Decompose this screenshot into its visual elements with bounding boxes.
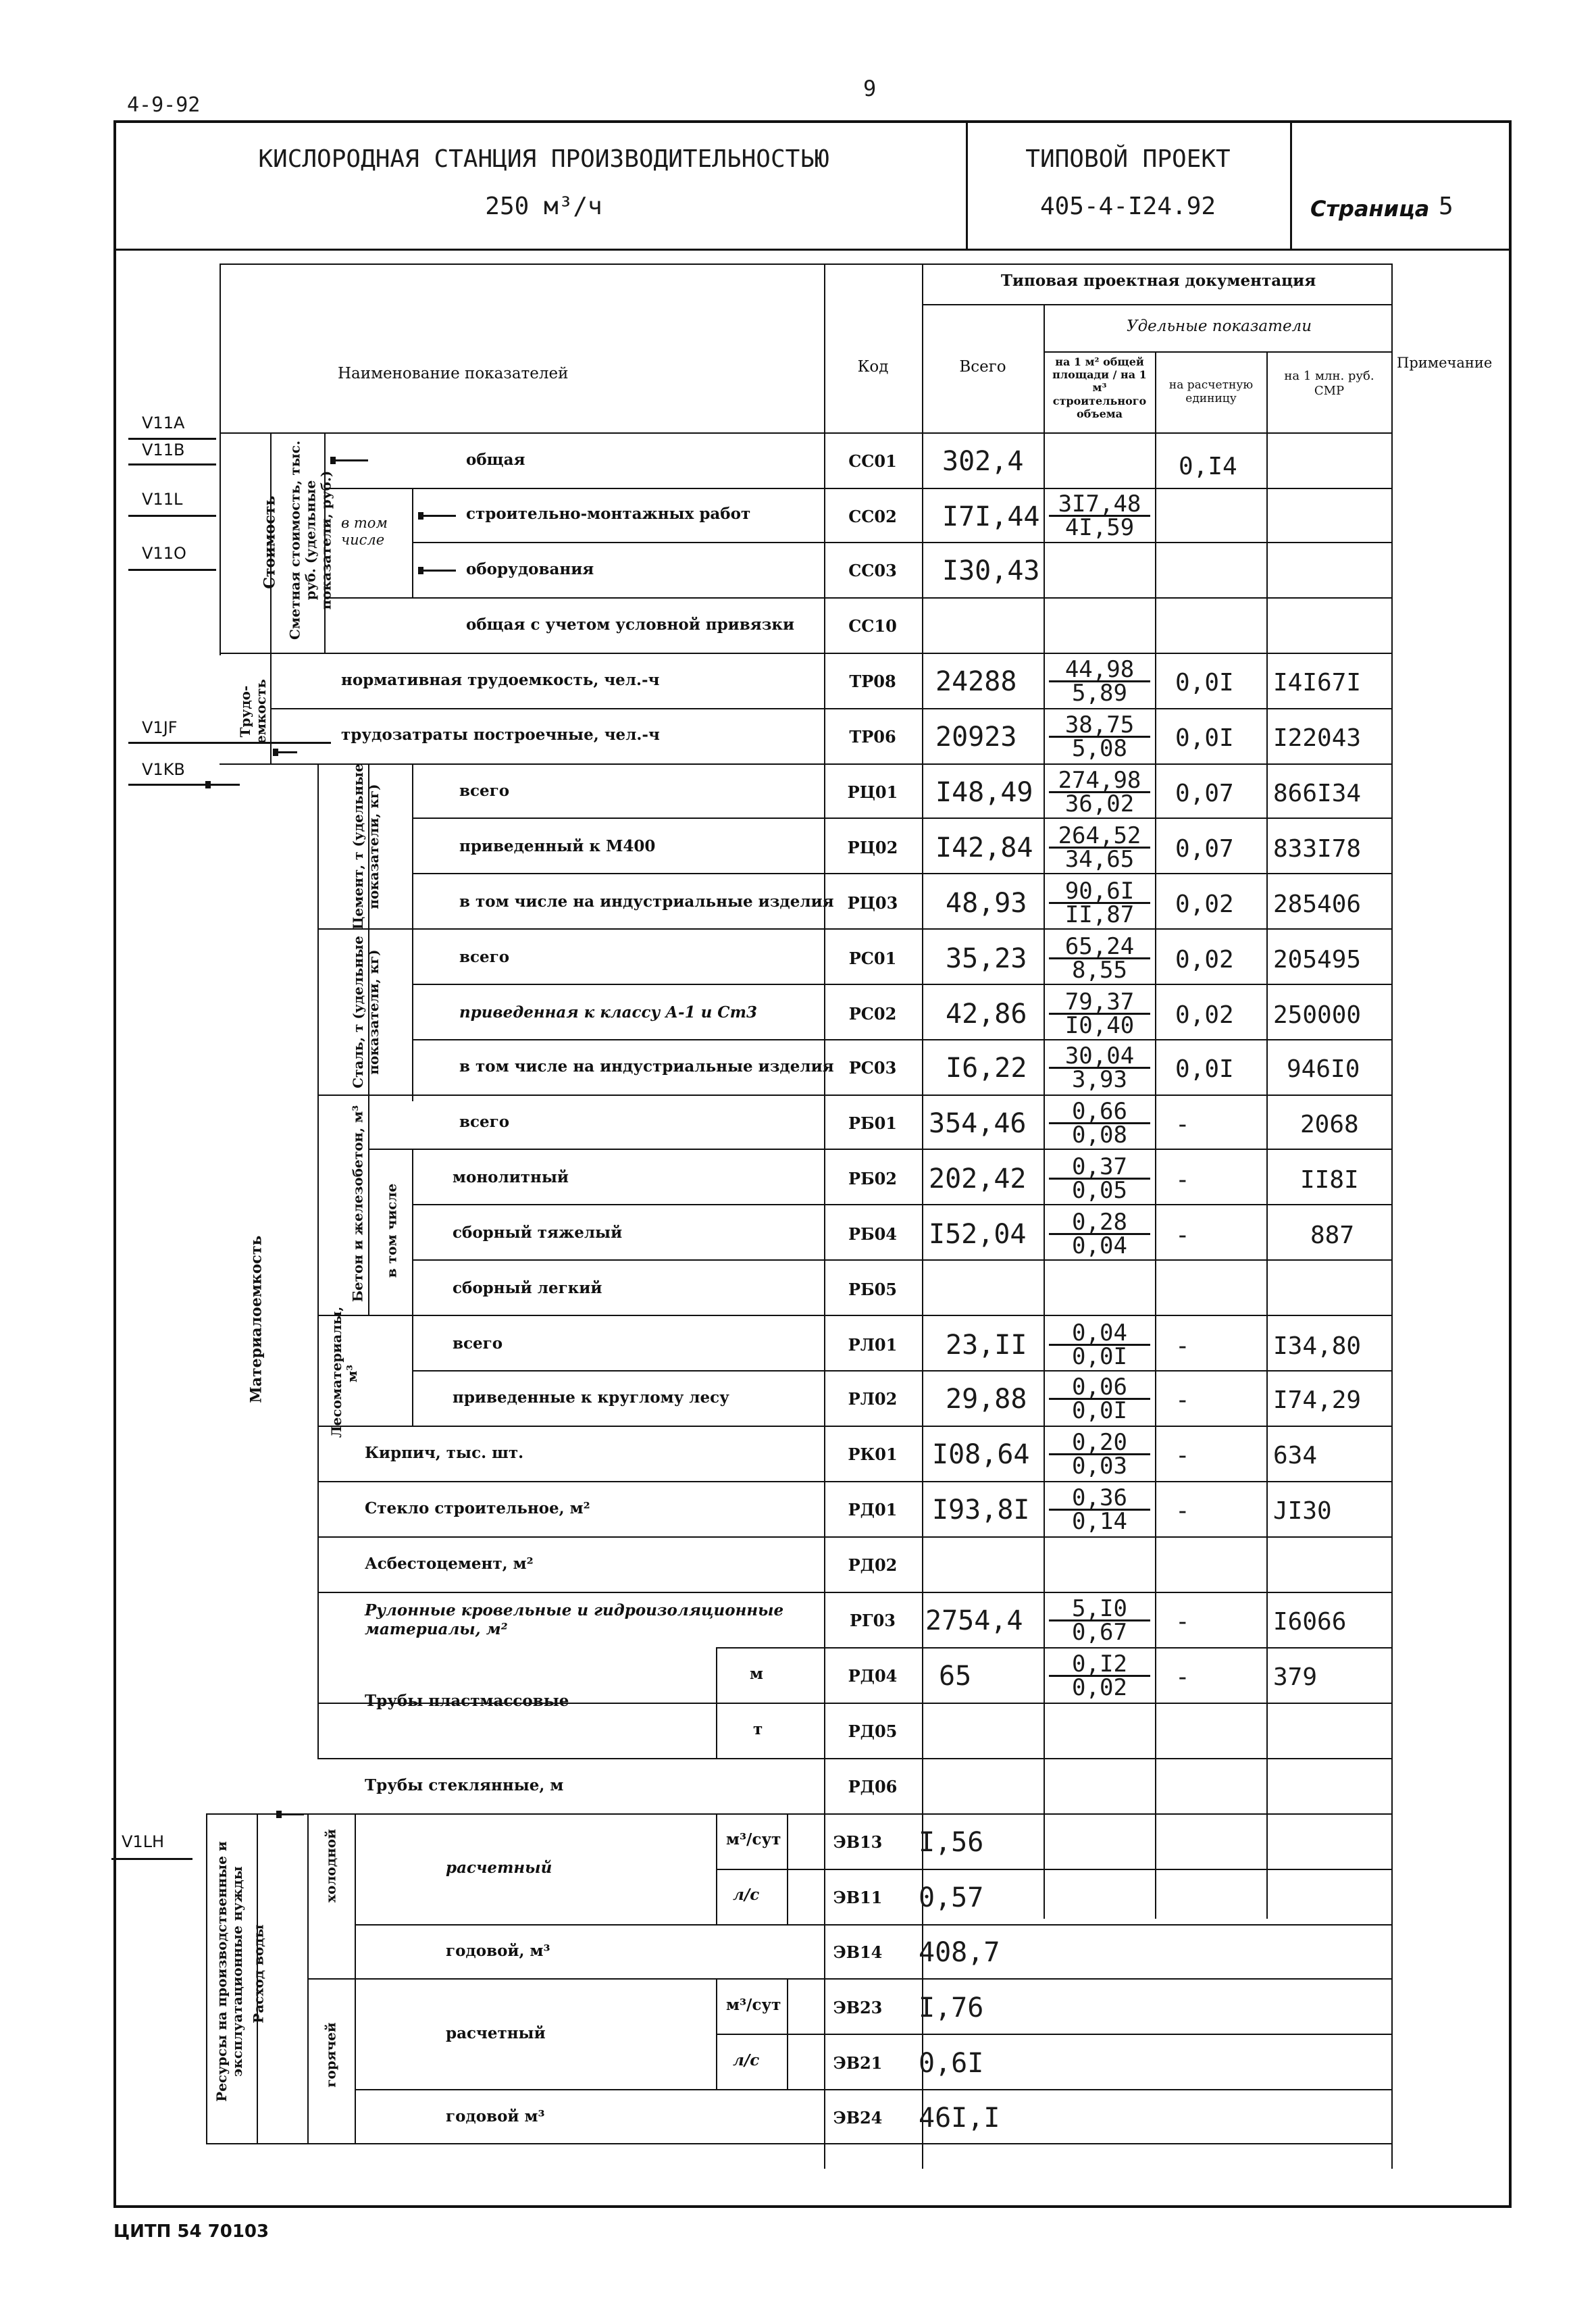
page-number: 9 (863, 76, 877, 101)
fraction-denominator: 0,14 (1049, 1509, 1150, 1532)
row-total: 20923 (935, 722, 1017, 753)
row-code: ЭВ14 (833, 1942, 883, 1962)
row-fraction (1049, 988, 1150, 1040)
fraction-denominator: 0,0I (1049, 1398, 1150, 1422)
row-code: ЭВ24 (833, 2108, 883, 2128)
row-per-unit: - (1175, 1608, 1190, 1636)
row-fraction (1049, 1153, 1150, 1205)
header-note: Примечание (1397, 355, 1493, 371)
row-code: РС02 (848, 1004, 897, 1024)
fraction-denominator: 36,02 (1049, 791, 1150, 815)
fraction-numerator: 5,I0 (1072, 1595, 1127, 1622)
row-label: л/с (733, 2051, 760, 2069)
row-label: всего (459, 1113, 510, 1131)
row-label: сборный тяжелый (453, 1224, 623, 1242)
row-per-mln: 634 (1273, 1442, 1318, 1469)
row-total: 354,46 (929, 1108, 1027, 1139)
row-fraction (1049, 1319, 1150, 1371)
row-per-unit: 0,0I (1175, 669, 1234, 697)
row-per-mln: 833I78 (1273, 835, 1362, 863)
row-code: РД02 (848, 1555, 898, 1575)
row-total: 46I,I (919, 2103, 1000, 2134)
fraction-denominator: 0,03 (1049, 1453, 1150, 1477)
row-total: 202,42 (929, 1163, 1027, 1194)
mark-v11a: V11A (142, 413, 185, 432)
row-total: I48,49 (935, 777, 1033, 808)
header-doc-group: Типовая проектная документация (1000, 272, 1316, 290)
fraction-denominator: 34,65 (1049, 847, 1150, 870)
fraction-numerator: 0,I2 (1072, 1651, 1127, 1678)
row-per-mln: 285406 (1273, 890, 1362, 918)
row-label: всего (459, 782, 510, 800)
row-per-mln: I6066 (1273, 1608, 1347, 1636)
row-total: 0,6I (919, 2048, 984, 2079)
row-code: РД01 (848, 1500, 898, 1519)
row-total: I08,64 (932, 1439, 1030, 1470)
fraction-denominator: 0,02 (1049, 1675, 1150, 1699)
fraction-denominator: 5,89 (1049, 680, 1150, 704)
row-per-mln: 946I0 (1287, 1055, 1360, 1083)
row-label: общая (466, 451, 525, 469)
row-total: 48,93 (946, 888, 1027, 919)
row-fraction (1049, 711, 1150, 763)
row-code: СС03 (848, 561, 897, 580)
fraction-denominator: 0,0I (1049, 1344, 1150, 1367)
row-per-unit: - (1175, 1222, 1190, 1249)
row-code: РЛ02 (848, 1389, 898, 1409)
row-label: общая с учетом условной привязки (466, 615, 795, 634)
row-label: в том числе на индустриальные изделия (459, 892, 834, 911)
row-per-mln: I22043 (1273, 724, 1362, 752)
row-total: 2754,4 (925, 1605, 1023, 1636)
row-total: 0,57 (919, 1882, 984, 1913)
group-cement: Цемент, т (удельные показатели, кг) (350, 763, 382, 930)
row-per-unit: 0,02 (1175, 1001, 1234, 1029)
fraction-denominator: 8,55 (1049, 957, 1150, 981)
row-label: годовой м³ (446, 2107, 545, 2126)
row-per-unit: 0,I4 (1179, 453, 1237, 480)
row-per-mln: II8I (1300, 1166, 1359, 1194)
row-label: в том числе на индустриальные изделия (459, 1057, 834, 1076)
row-code: РБ01 (848, 1113, 897, 1133)
group-labor: Трудо-емкость (237, 678, 269, 745)
row-label: л/с (733, 1886, 760, 1904)
mark-v11b: V11B (142, 441, 185, 459)
row-per-mln: 379 (1273, 1663, 1318, 1691)
fraction-numerator: 0,20 (1072, 1429, 1127, 1456)
row-code: РЛ01 (848, 1335, 898, 1355)
title-line-1: КИСЛОРОДНАЯ СТАНЦИЯ ПРОИЗВОДИТЕЛЬНОСТЬЮ (258, 145, 829, 173)
row-label: приведенный к М400 (459, 837, 656, 855)
row-code: ТР08 (849, 672, 896, 691)
fraction-denominator: II,87 (1049, 902, 1150, 926)
fraction-numerator: 0,37 (1072, 1153, 1127, 1180)
row-code: РБ05 (848, 1280, 897, 1299)
row-label: строительно-монтажных работ (466, 505, 751, 523)
row-code: РГ03 (849, 1611, 896, 1630)
row-total: I30,43 (942, 555, 1040, 586)
fraction-numerator: 0,04 (1072, 1319, 1127, 1347)
project-label: ТИПОВОЙ ПРОЕКТ (1025, 145, 1231, 173)
mark-v1kb: V1KB (142, 760, 185, 779)
header-per-unit: на расчетную единицу (1168, 378, 1254, 406)
row-per-unit: 0,02 (1175, 890, 1234, 918)
row-label: Трубы стеклянные, м (365, 1776, 564, 1794)
group-incl: в том числе (341, 515, 388, 549)
group-hot: горячей (322, 2022, 339, 2088)
row-total: 35,23 (946, 943, 1027, 974)
row-fraction (1049, 656, 1150, 707)
row-per-unit: 0,0I (1175, 1055, 1234, 1083)
page-label: Страница (1310, 196, 1430, 222)
page-value: 5 (1439, 193, 1453, 220)
row-label: м³/сут (726, 1996, 781, 2014)
row-code: РД05 (848, 1721, 898, 1741)
header-specific: Удельные показатели (1126, 318, 1312, 335)
row-code: ЭВ21 (833, 2053, 883, 2073)
group-timber: Лесоматериалы, м³ (328, 1306, 360, 1438)
doc-number: 4-9-92 (127, 93, 201, 117)
fraction-numerator: 0,36 (1072, 1484, 1127, 1511)
header-code: Код (857, 358, 889, 376)
mark-v11o: V11O (142, 544, 186, 563)
row-label: сборный легкий (453, 1279, 602, 1297)
row-fraction (1049, 491, 1150, 542)
row-total: I,76 (919, 1992, 984, 2023)
row-fraction (1049, 1651, 1150, 1702)
row-label: Асбестоцемент, м² (365, 1555, 534, 1573)
row-code: РС01 (848, 949, 897, 968)
row-code: РЦ01 (847, 782, 898, 802)
row-code: РК01 (848, 1444, 898, 1464)
row-total: 29,88 (946, 1384, 1027, 1415)
group-incl-vertical: в том числе (383, 1183, 400, 1278)
row-per-mln: 2068 (1300, 1111, 1359, 1138)
row-fraction (1049, 1374, 1150, 1425)
fraction-numerator: 0,28 (1072, 1209, 1127, 1236)
row-per-mln: 250000 (1273, 1001, 1362, 1029)
row-label: Кирпич, тыс. шт. (365, 1444, 524, 1462)
row-per-mln: I34,80 (1273, 1332, 1362, 1360)
fraction-denominator: 0,05 (1049, 1178, 1150, 1201)
row-fraction (1049, 1429, 1150, 1480)
header-name: Наименование показателей (338, 365, 569, 382)
row-label: всего (459, 948, 510, 966)
mark-v11l: V11L (142, 490, 183, 509)
fraction-numerator: 30,04 (1064, 1042, 1135, 1070)
row-code: ЭВ13 (833, 1832, 883, 1852)
row-label: приведенная к классу А-1 и Ст3 (459, 1003, 757, 1022)
row-label-plastic-pipes: Трубы пластмассовые (365, 1692, 569, 1710)
row-total: I42,84 (935, 832, 1033, 863)
row-fraction (1049, 822, 1150, 874)
row-fraction (1049, 1098, 1150, 1149)
row-per-unit: 0,07 (1175, 835, 1234, 863)
row-code: РЦ02 (847, 838, 898, 857)
row-per-unit: 0,02 (1175, 946, 1234, 974)
fraction-numerator: 44,98 (1064, 656, 1135, 683)
row-label: оборудования (466, 560, 594, 578)
row-label: годовой, м³ (446, 1942, 550, 1960)
fraction-denominator: 0,04 (1049, 1233, 1150, 1257)
row-code: ЭВ23 (833, 1998, 883, 2017)
row-total: 408,7 (919, 1937, 1000, 1968)
row-label: всего (453, 1334, 503, 1353)
row-label-calc: расчетный (446, 1859, 552, 1877)
group-water: Расход воды (250, 1924, 267, 2023)
row-fraction (1049, 1484, 1150, 1536)
row-per-unit: - (1175, 1166, 1190, 1194)
row-total: 24288 (935, 666, 1017, 697)
row-total: I6,22 (946, 1053, 1027, 1084)
row-per-unit: - (1175, 1386, 1190, 1414)
row-label: приведенные к круглому лесу (453, 1388, 729, 1407)
row-per-mln: JI30 (1273, 1497, 1332, 1525)
group-cost-sub: Сметная стоимость, тыс. руб. (удельные показатели, руб.) (286, 441, 334, 640)
row-per-mln: I4I67I (1273, 669, 1362, 697)
fraction-numerator: 3I7,48 (1058, 491, 1141, 518)
row-fraction (1049, 933, 1150, 984)
row-per-unit: - (1175, 1497, 1190, 1525)
group-cold: холодной (322, 1829, 339, 1903)
row-total: I,56 (919, 1827, 984, 1858)
project-number: 405-4-I24.92 (1039, 193, 1216, 220)
row-total: 302,4 (942, 446, 1024, 477)
row-total: 65 (939, 1661, 972, 1692)
row-total: 23,II (946, 1330, 1027, 1361)
row-label: монолитный (453, 1168, 569, 1186)
fraction-denominator: 3,93 (1049, 1067, 1150, 1090)
fraction-numerator: 274,98 (1058, 767, 1141, 794)
row-per-mln: 866I34 (1273, 780, 1362, 807)
header-per-mln: на 1 млн. руб. СМР (1284, 369, 1374, 398)
row-label: Рулонные кровельные и гидроизоляционные материалы, м² (365, 1601, 784, 1638)
group-material: Материалоемкость (247, 1235, 265, 1403)
row-label: Стекло строительное, м² (365, 1499, 590, 1517)
header-per-area: на 1 м² общей площади / на 1 м³ строительного объема (1052, 355, 1147, 420)
row-per-mln: 887 (1310, 1222, 1355, 1249)
row-total: 42,86 (946, 999, 1027, 1030)
group-cost: Стоимость (261, 495, 279, 589)
row-per-unit: - (1175, 1332, 1190, 1360)
row-per-unit: - (1175, 1111, 1190, 1138)
fraction-numerator: 90,6I (1064, 878, 1135, 905)
fraction-denominator: 0,08 (1049, 1122, 1150, 1146)
fraction-denominator: 0,67 (1049, 1619, 1150, 1643)
fraction-denominator: I0,40 (1049, 1013, 1150, 1036)
fraction-numerator: 0,06 (1072, 1374, 1127, 1401)
row-per-mln: 205495 (1273, 946, 1362, 974)
group-resources: Ресурсы на производственные и эксплуатационные нужды (213, 1841, 245, 2102)
row-fraction (1049, 767, 1150, 818)
row-fraction (1049, 878, 1150, 929)
row-total: I52,04 (929, 1219, 1027, 1250)
footer-code: ЦИТП 54 70103 (113, 2221, 269, 2242)
fraction-numerator: 0,66 (1072, 1098, 1127, 1125)
row-label: нормативная трудоемкость, чел.-ч (341, 671, 660, 689)
row-per-unit: 0,0I (1175, 724, 1234, 752)
row-fraction (1049, 1595, 1150, 1646)
row-code: РБ02 (848, 1169, 897, 1188)
row-total: I7I,44 (942, 501, 1040, 532)
row-per-unit: 0,07 (1175, 780, 1234, 807)
row-label: трудозатраты построечные, чел.-ч (341, 726, 660, 744)
row-fraction (1049, 1209, 1150, 1260)
row-per-unit: - (1175, 1663, 1190, 1691)
row-label: м³/сут (726, 1830, 781, 1848)
title-line-2: 250 м³/ч (485, 193, 602, 220)
row-code: ЭВ11 (833, 1888, 883, 1907)
row-label: т (753, 1720, 763, 1738)
row-code: РД06 (848, 1777, 898, 1796)
fraction-denominator: 5,08 (1049, 736, 1150, 759)
row-label-calc: расчетный (446, 2024, 546, 2042)
fraction-denominator: 4I,59 (1049, 515, 1150, 538)
group-steel: Сталь, т (удельные показатели, кг) (350, 936, 382, 1088)
fraction-numerator: 264,52 (1058, 822, 1141, 849)
row-total: I93,8I (932, 1494, 1030, 1526)
row-code: РС03 (848, 1058, 897, 1078)
row-fraction (1049, 1042, 1150, 1094)
group-concrete: Бетон и железобетон, м³ (349, 1105, 366, 1303)
row-per-mln: I74,29 (1273, 1386, 1362, 1414)
mark-v1lh: V1LH (122, 1832, 165, 1851)
header-total: Всего (959, 358, 1006, 376)
row-per-unit: - (1175, 1442, 1190, 1469)
row-code: СС01 (848, 451, 897, 471)
fraction-numerator: 65,24 (1064, 933, 1135, 960)
row-code: СС10 (848, 616, 897, 636)
fraction-numerator: 79,37 (1064, 988, 1135, 1015)
row-code: РД04 (848, 1666, 898, 1686)
row-code: ТР06 (849, 727, 896, 747)
mark-v1jf: V1JF (142, 718, 178, 737)
fraction-numerator: 38,75 (1064, 711, 1135, 738)
row-label: м (750, 1665, 763, 1683)
row-code: РБ04 (848, 1224, 897, 1244)
row-code: РЦ03 (847, 893, 898, 913)
row-code: СС02 (848, 507, 897, 526)
